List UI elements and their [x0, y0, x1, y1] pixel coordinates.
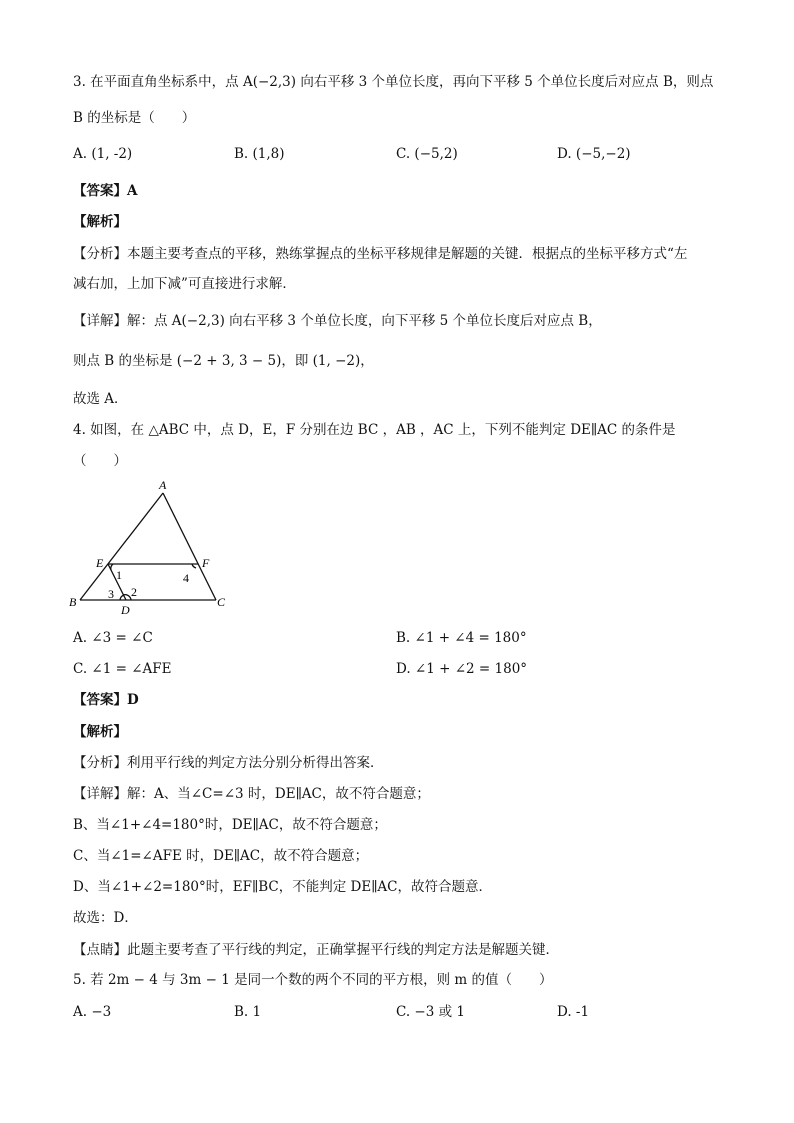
label-b: B — [69, 595, 77, 609]
q5-stem: 5. 若 2m − 4 与 3m − 1 是同一个数的两个不同的平方根，则 m 的值（ ） — [73, 972, 553, 988]
q4-analysis-heading: 【解析】 — [73, 724, 127, 740]
q3-choose: 故选 A． — [73, 391, 128, 407]
edge-ac — [163, 493, 216, 600]
q4-fenxi: 【分析】利用平行线的判定方法分别分析得出答案． — [73, 755, 384, 771]
q4-stem-line1: 4. 如图，在 △ABC 中，点 D，E，F 分别在边 BC ，AB ，AC 上，下列不能判定 DE∥AC 的条件是 — [73, 422, 676, 438]
q4-detail-b: B、当∠1+∠4=180°时，DE∥AC，故不符合题意； — [73, 817, 387, 833]
label-angle-2: 2 — [131, 585, 137, 599]
q3-detail-line2: 则点 B 的坐标是 (−2 + 3, 3 − 5)，即 (1, −2)， — [73, 353, 374, 369]
q3-option-c: C. (−5,2) — [396, 146, 458, 162]
q5-option-a: A. −3 — [73, 1004, 112, 1020]
q5-option-d: D. -1 — [557, 1004, 590, 1020]
q3-stem-line2: B 的坐标是（ ） — [73, 110, 196, 126]
q3-fenxi-line2: 减右加，上加下减”可直接进行求解． — [73, 276, 296, 292]
q3-detail-line1: 【详解】解：点 A(−2,3) 向右平移 3 个单位长度，向下平移 5 个单位长度后对应点 B， — [73, 313, 602, 329]
q3-answer: 【答案】A — [73, 183, 138, 199]
q4-stem-line2: （ ） — [73, 453, 127, 469]
angle-3-arc — [120, 595, 124, 600]
q4-option-d: D. ∠1 + ∠2 = 180° — [396, 661, 528, 677]
label-angle-3: 3 — [108, 587, 114, 601]
label-c: C — [217, 595, 226, 609]
triangle-figure — [66, 478, 236, 618]
edge-ab — [80, 493, 163, 600]
label-e: E — [96, 556, 104, 570]
q3-fenxi-line1: 【分析】本题主要考查点的平移，熟练掌握点的坐标平移规律是解题的关键．根据点的坐标平移方式“左 — [73, 246, 688, 262]
q4-detail-c: C、当∠1=∠AFE 时，DE∥AC，故不符合题意； — [73, 848, 369, 864]
q4-option-c: C. ∠1 = ∠AFE — [73, 661, 172, 677]
q3-option-a: A. (1, -2) — [73, 146, 133, 162]
q4-dianjing: 【点睛】此题主要考查了平行线的判定，正确掌握平行线的判定方法是解题关键． — [73, 942, 559, 958]
q4-answer: 【答案】D — [73, 692, 139, 708]
label-angle-4: 4 — [183, 571, 189, 585]
q4-option-b: B. ∠1 + ∠4 = 180° — [396, 630, 527, 646]
label-d: D — [121, 603, 130, 617]
label-f: F — [202, 556, 210, 570]
q4-detail-a: 【详解】解：A、当∠C=∠3 时，DE∥AC，故不符合题意； — [73, 786, 430, 802]
q4-option-a: A. ∠3 = ∠C — [73, 630, 153, 646]
q5-option-c: C. −3 或 1 — [396, 1004, 466, 1020]
label-a: A — [159, 478, 167, 492]
q5-option-b: B. 1 — [234, 1004, 262, 1020]
q3-analysis-heading: 【解析】 — [73, 214, 127, 230]
q4-detail-d: D、当∠1+∠2=180°时，EF∥BC，不能判定 DE∥AC，故符合题意． — [73, 879, 493, 895]
q4-choose: 故选：D． — [73, 910, 138, 926]
q3-option-b: B. (1,8) — [234, 146, 285, 162]
q3-option-d: D. (−5,−2) — [557, 146, 631, 162]
angle-1-arc — [111, 564, 113, 570]
q3-stem-line1: 3. 在平面直角坐标系中，点 A(−2,3) 向右平移 3 个单位长度，再向下平移 5 个单位长度后对应点 B，则点 — [73, 74, 714, 90]
label-angle-1: 1 — [116, 568, 122, 582]
